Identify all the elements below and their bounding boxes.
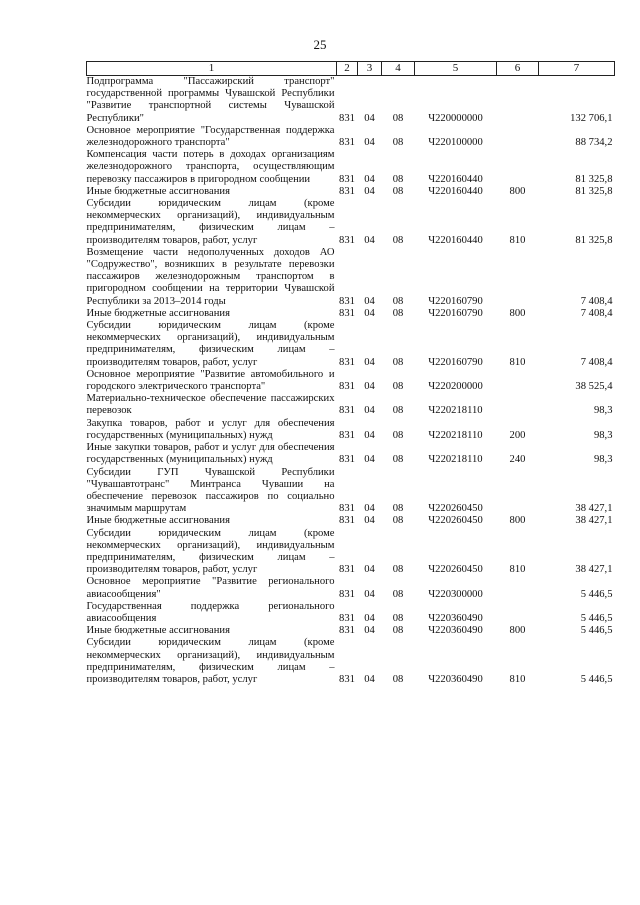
row-ministry-code: 831 xyxy=(339,137,355,149)
row-section-code: 04 xyxy=(364,515,375,527)
row-name: Иные бюджетные ассигнования xyxy=(86,515,230,527)
row-subsection-code: 08 xyxy=(392,234,404,246)
row-name: Материально-техническое обеспечение пассажирских перевозок xyxy=(86,393,335,417)
row-expense-type-code xyxy=(497,149,539,186)
row-expense-type-code xyxy=(497,393,539,417)
row-target-code: Ч220300000 xyxy=(428,588,483,600)
row-section-code: 04 xyxy=(364,295,375,307)
row-expense-type-code xyxy=(497,76,539,125)
table-row xyxy=(87,528,615,577)
row-amount: 81 325,8 xyxy=(575,234,613,246)
row-expense-type-code xyxy=(497,247,539,308)
row-section-code: 04 xyxy=(364,137,375,149)
row-section-code: 04 xyxy=(364,429,375,441)
row-section-code: 04 xyxy=(364,234,375,246)
row-subsection-code: 08 xyxy=(392,515,404,527)
row-expense-type-code: 810 xyxy=(509,673,526,685)
row-amount: 38 427,1 xyxy=(575,564,613,576)
row-expense-type-code: 800 xyxy=(509,515,526,527)
row-name: Субсидии юридическим лицам (кроме некоммерческих организаций), индивидуальным предпринимателям, физическим лицам – производителям товаров, работ, услуг xyxy=(86,198,335,246)
row-amount: 38 427,1 xyxy=(575,503,613,515)
table-row xyxy=(87,149,615,186)
row-ministry-code: 831 xyxy=(339,503,355,515)
row-subsection-code: 08 xyxy=(392,612,404,624)
column-header-ministry: 2 xyxy=(337,62,358,76)
row-section-code: 04 xyxy=(364,112,375,124)
table-row xyxy=(87,186,615,198)
row-ministry-code: 831 xyxy=(339,612,355,624)
row-section-code: 04 xyxy=(364,673,375,685)
row-amount: 81 325,8 xyxy=(575,173,613,185)
table-row xyxy=(87,442,615,466)
row-target-code: Ч220218110 xyxy=(428,429,483,441)
row-section-code: 04 xyxy=(364,454,375,466)
row-target-code: Ч220218110 xyxy=(428,454,483,466)
row-section-code: 04 xyxy=(364,503,375,515)
row-amount: 5 446,5 xyxy=(580,612,613,624)
row-amount: 98,3 xyxy=(593,454,613,466)
row-name: Закупка товаров, работ и услуг для обеспечения государственных (муниципальных) нужд xyxy=(86,417,335,441)
row-section-code: 04 xyxy=(364,588,375,600)
row-name: Субсидии ГУП Чувашской Республики "Чувашавтотранс" Минтранса Чувашии на обеспечение перевозок пассажиров по социально значимым маршрутам xyxy=(86,466,335,515)
table-row xyxy=(87,198,615,247)
row-target-code: Ч220160790 xyxy=(428,356,483,368)
row-subsection-code: 08 xyxy=(392,295,404,307)
row-target-code: Ч220160440 xyxy=(428,173,483,185)
row-subsection-code: 08 xyxy=(392,454,404,466)
row-expense-type-code: 800 xyxy=(509,307,526,319)
row-section-code: 04 xyxy=(364,625,375,637)
page-number: 25 xyxy=(313,37,327,52)
row-target-code: Ч220160790 xyxy=(428,295,483,307)
row-subsection-code: 08 xyxy=(392,137,404,149)
row-target-code: Ч220360490 xyxy=(428,673,483,685)
row-amount: 98,3 xyxy=(593,405,613,417)
row-name: Иные закупки товаров, работ и услуг для обеспечения государственных (муниципальных) нужд xyxy=(86,442,335,466)
table-row xyxy=(87,369,615,393)
row-subsection-code: 08 xyxy=(392,405,404,417)
row-amount: 7 408,4 xyxy=(580,295,613,307)
row-target-code: Ч220360490 xyxy=(428,612,483,624)
row-name: Иные бюджетные ассигнования xyxy=(86,625,230,637)
row-ministry-code: 831 xyxy=(339,429,355,441)
row-ministry-code: 831 xyxy=(339,381,355,393)
row-name: Субсидии юридическим лицам (кроме некоммерческих организаций), индивидуальным предпринимателям, физическим лицам – производителям товаров, работ, услуг xyxy=(86,637,335,685)
table-row xyxy=(87,637,615,686)
row-amount: 132 706,1 xyxy=(570,112,613,124)
row-ministry-code: 831 xyxy=(339,234,355,246)
row-ministry-code: 831 xyxy=(339,454,355,466)
row-target-code: Ч220160440 xyxy=(428,234,483,246)
column-header-target: 5 xyxy=(415,62,497,76)
row-subsection-code: 08 xyxy=(392,429,404,441)
row-target-code: Ч220218110 xyxy=(428,405,483,417)
row-subsection-code: 08 xyxy=(392,503,404,515)
row-name: Основное мероприятие "Государственная поддержка железнодорожного транспорта" xyxy=(86,124,335,149)
table-row xyxy=(87,625,615,637)
row-name: Компенсация части потерь в доходах организациям железнодорожного транспорта, осуществляющим перевозку пассажиров в пригородном сообщении xyxy=(86,149,335,185)
row-amount: 5 446,5 xyxy=(580,588,613,600)
table-row xyxy=(87,125,615,149)
table-header-row xyxy=(87,62,615,76)
row-amount: 81 325,8 xyxy=(575,185,613,197)
row-subsection-code: 08 xyxy=(392,588,404,600)
row-name: Основное мероприятие "Развитие автомобильного и городского электрического транспорта" xyxy=(86,368,335,393)
row-amount: 38 525,4 xyxy=(575,381,613,393)
row-subsection-code: 08 xyxy=(392,564,404,576)
row-section-code: 04 xyxy=(364,307,375,319)
row-expense-type-code: 810 xyxy=(509,356,526,368)
row-name: Возмещение части недополученных доходов АО "Содружество", возникших в результате перевозки пассажиров железнодорожным транспортом в пригородном сообщении на территории Чувашской Республики за 2013–2014 годы xyxy=(86,246,335,307)
row-subsection-code: 08 xyxy=(392,185,404,197)
row-subsection-code: 08 xyxy=(392,625,404,637)
row-section-code: 04 xyxy=(364,173,375,185)
column-header-name: 1 xyxy=(87,62,337,76)
row-expense-type-code: 810 xyxy=(509,564,526,576)
budget-table xyxy=(86,61,615,686)
row-ministry-code: 831 xyxy=(339,564,355,576)
row-expense-type-code: 800 xyxy=(509,625,526,637)
row-expense-type-code: 800 xyxy=(509,185,526,197)
column-header-amount: 7 xyxy=(539,62,615,76)
row-section-code: 04 xyxy=(364,356,375,368)
row-section-code: 04 xyxy=(364,381,375,393)
row-section-code: 04 xyxy=(364,564,375,576)
table-row xyxy=(87,515,615,527)
row-subsection-code: 08 xyxy=(392,173,404,185)
row-ministry-code: 831 xyxy=(339,112,355,124)
row-ministry-code: 831 xyxy=(339,173,355,185)
row-target-code: Ч220260450 xyxy=(428,564,483,576)
row-ministry-code: 831 xyxy=(339,405,355,417)
row-ministry-code: 831 xyxy=(339,625,355,637)
table-row xyxy=(87,308,615,320)
row-target-code: Ч220160440 xyxy=(428,185,483,197)
row-name: Субсидии юридическим лицам (кроме некоммерческих организаций), индивидуальным предпринимателям, физическим лицам – производителям товаров, работ, услуг xyxy=(86,527,335,576)
table-row xyxy=(87,576,615,600)
row-ministry-code: 831 xyxy=(339,185,355,197)
row-target-code: Ч220260450 xyxy=(428,515,483,527)
row-subsection-code: 08 xyxy=(392,356,404,368)
table-body xyxy=(87,76,615,687)
row-amount: 5 446,5 xyxy=(580,625,613,637)
row-expense-type-code xyxy=(497,601,539,625)
table-row xyxy=(87,247,615,308)
row-expense-type-code xyxy=(497,467,539,516)
row-expense-type-code xyxy=(497,576,539,600)
row-subsection-code: 08 xyxy=(392,112,404,124)
row-target-code: Ч220360490 xyxy=(428,625,483,637)
column-header-section: 3 xyxy=(358,62,382,76)
row-name: Основное мероприятие "Развитие регионального авиасообщения" xyxy=(86,576,335,600)
row-expense-type-code: 240 xyxy=(509,454,526,466)
row-name: Иные бюджетные ассигнования xyxy=(86,185,230,197)
table-row xyxy=(87,393,615,417)
row-expense-type-code: 200 xyxy=(509,429,526,441)
table-row xyxy=(87,76,615,125)
table-row xyxy=(87,467,615,516)
column-header-subsection: 4 xyxy=(382,62,415,76)
row-target-code: Ч220200000 xyxy=(428,381,483,393)
row-expense-type-code: 810 xyxy=(509,234,526,246)
table-row xyxy=(87,601,615,625)
column-header-type: 6 xyxy=(497,62,539,76)
row-expense-type-code xyxy=(497,125,539,149)
row-target-code: Ч220260450 xyxy=(428,503,483,515)
row-amount: 88 734,2 xyxy=(575,137,613,149)
row-ministry-code: 831 xyxy=(339,307,355,319)
row-subsection-code: 08 xyxy=(392,673,404,685)
row-name: Подпрограмма "Пассажирский транспорт" государственной программы Чувашской Республики "Развитие транспортной системы Чувашской Республики" xyxy=(86,76,335,124)
row-amount: 5 446,5 xyxy=(580,673,613,685)
row-ministry-code: 831 xyxy=(339,356,355,368)
row-section-code: 04 xyxy=(364,185,375,197)
row-section-code: 04 xyxy=(364,405,375,417)
row-section-code: 04 xyxy=(364,612,375,624)
row-amount: 38 427,1 xyxy=(575,515,613,527)
row-amount: 7 408,4 xyxy=(580,356,613,368)
row-target-code: Ч220100000 xyxy=(428,137,483,149)
row-ministry-code: 831 xyxy=(339,673,355,685)
row-amount: 7 408,4 xyxy=(580,307,613,319)
table-row xyxy=(87,320,615,369)
row-ministry-code: 831 xyxy=(339,295,355,307)
row-name: Иные бюджетные ассигнования xyxy=(86,307,230,319)
row-expense-type-code xyxy=(497,369,539,393)
row-subsection-code: 08 xyxy=(392,307,404,319)
row-ministry-code: 831 xyxy=(339,515,355,527)
row-name: Государственная поддержка регионального авиасообщения xyxy=(86,600,335,624)
row-target-code: Ч220000000 xyxy=(428,112,483,124)
row-subsection-code: 08 xyxy=(392,381,404,393)
table-row xyxy=(87,418,615,442)
row-target-code: Ч220160790 xyxy=(428,307,483,319)
row-amount: 98,3 xyxy=(593,429,613,441)
row-name: Субсидии юридическим лицам (кроме некоммерческих организаций), индивидуальным предпринимателям, физическим лицам – производителям товаров, работ, услуг xyxy=(86,320,335,368)
row-ministry-code: 831 xyxy=(339,588,355,600)
